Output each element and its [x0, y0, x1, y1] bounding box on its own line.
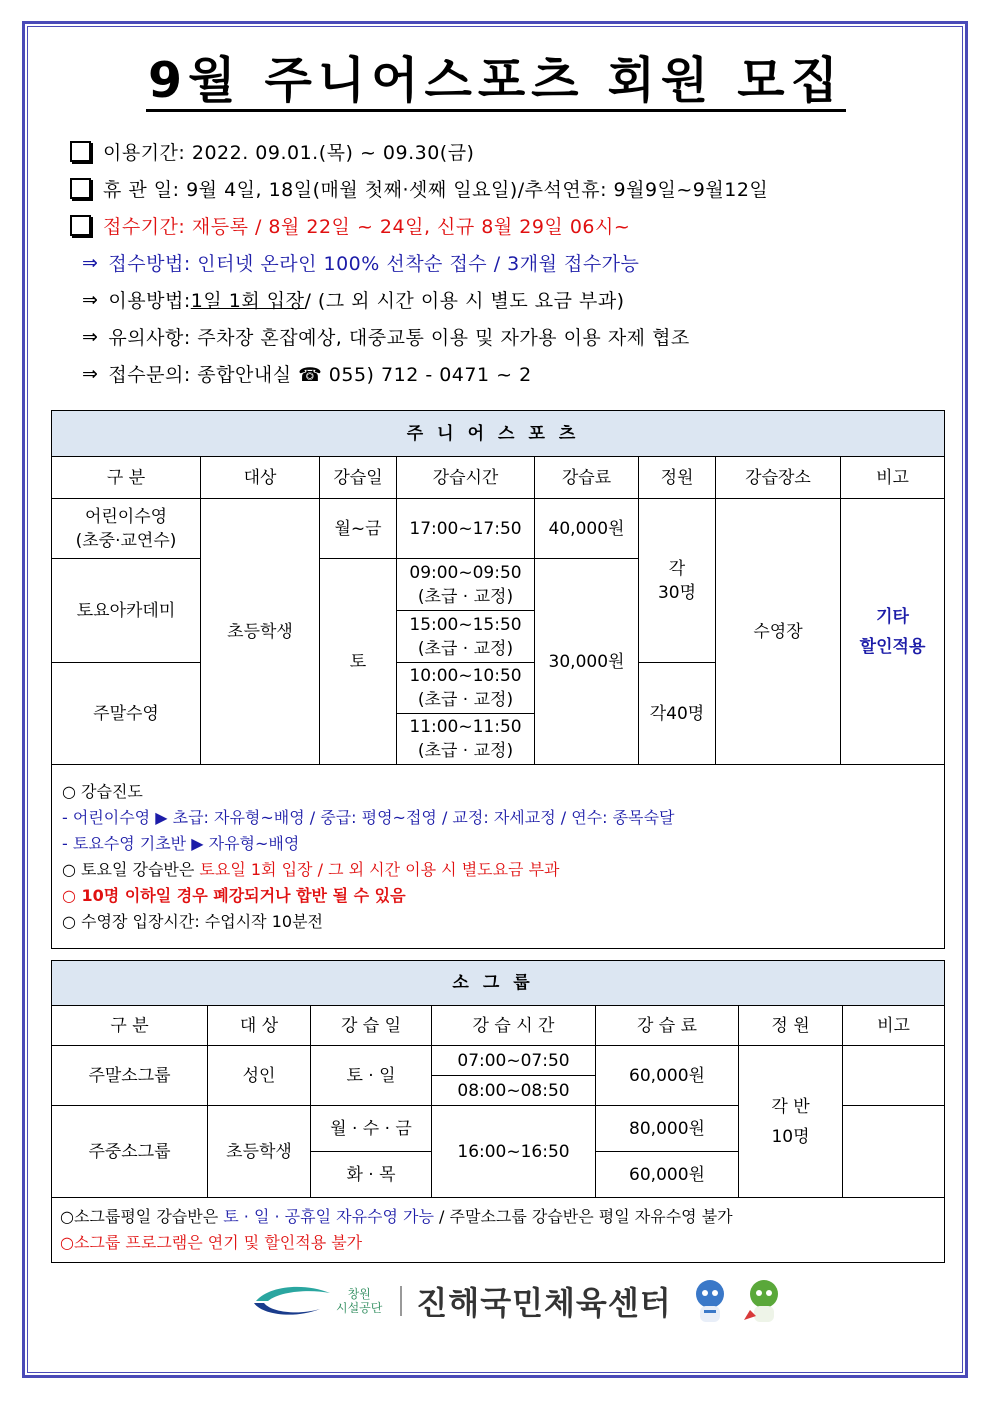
program-saturday-academy: 토요아카데미	[52, 559, 201, 663]
info-usage: ⇒ 이용방법: 1일 1회 입장 / (그 외 시간 이용 시 별도 요금 부과)	[82, 288, 625, 312]
weekday-group-fee-tt: 60,000원	[596, 1152, 739, 1198]
col-header: 강습시간	[397, 457, 535, 499]
mascot-green-icon	[740, 1276, 788, 1326]
program-weekend-swim: 주말수영	[52, 663, 201, 765]
note-weekday-free-swim: ○소그룹평일 강습반은 토 · 일 · 공휴일 자유수영 가능 / 주말소그룹 강습반은 평일 자유수영 불가	[60, 1207, 733, 1226]
info-caution: ⇒ 유의사항: 주차장 혼잡예상, 대중교통 이용 및 자가용 이용 자제 협조	[82, 325, 690, 349]
weekday-group-days-mwf: 월 · 수 · 금	[311, 1106, 432, 1152]
small-group-capacity: 각 반 10명	[739, 1046, 843, 1198]
note-progress-title: ○ 강습진도	[62, 782, 143, 801]
org-name: 창원 시설공단	[336, 1287, 383, 1315]
col-header: 강 습 일	[311, 1006, 432, 1046]
fee-saturday: 30,000원	[535, 559, 639, 765]
center-name: 진해국민체육센터	[416, 1284, 672, 1322]
note-no-discount: ○소그룹 프로그램은 연기 및 할인적용 불가	[60, 1233, 363, 1252]
weekend-group-days: 토 · 일	[311, 1046, 432, 1106]
note-entry-time: ○ 수영장 입장시간: 수업시작 10분전	[62, 912, 323, 931]
weekend-group-target: 성인	[208, 1046, 311, 1106]
weekend-group-fee: 60,000원	[596, 1046, 739, 1106]
col-header: 정 원	[739, 1006, 843, 1046]
junior-heading: 주니어스포츠	[52, 411, 945, 457]
col-header: 강습일	[320, 457, 397, 499]
capacity-30: 각 30명	[639, 499, 716, 663]
days-weekday: 월~금	[320, 499, 397, 559]
small-group-table	[51, 960, 945, 1263]
col-header: 대상	[201, 457, 320, 499]
capacity-40: 각40명	[639, 663, 716, 765]
weekday-group-fee-mwf: 80,000원	[596, 1106, 739, 1152]
time-cell: 17:00~17:50	[397, 499, 535, 559]
col-header: 강습료	[535, 457, 639, 499]
note-kids-progress: - 어린이수영 ▶ 초급: 자유형~배영 / 중급: 평영~접영 / 교정: 자세교정 / 연수: 종목숙달	[62, 808, 675, 827]
program-kids-swim: 어린이수영 (초중·교연수)	[52, 499, 201, 559]
info-closed: 휴 관 일: 9월 4일, 18일(매월 첫째·셋째 일요일)/추석연휴: 9월9일~9월12일	[70, 170, 950, 207]
time-cell: 07:00~07:50	[432, 1046, 596, 1076]
col-header: 구 분	[52, 1006, 208, 1046]
col-header: 강습장소	[716, 457, 841, 499]
info-reception: 접수기간: 재등록 / 8월 22일 ~ 24일, 신규 8월 29일 06시~	[70, 207, 950, 244]
place-cell: 수영장	[716, 499, 841, 765]
divider	[400, 1286, 402, 1316]
col-header: 강 습 료	[596, 1006, 739, 1046]
col-header: 대 상	[208, 1006, 311, 1046]
checkbox-icon	[70, 215, 91, 236]
checkbox-icon	[70, 141, 91, 162]
info-inquiry: ⇒ 접수문의: 종합안내실 ☎ 055) 712 - 0471 ~ 2	[82, 362, 532, 386]
info-method: ⇒ 접수방법: 인터넷 온라인 100% 선착순 접수 / 3개월 접수가능	[82, 251, 640, 275]
mascot-blue-icon	[686, 1276, 734, 1326]
col-header: 구 분	[52, 457, 201, 499]
info-section	[70, 133, 950, 392]
junior-sports-table	[51, 410, 945, 949]
small-group-notes	[52, 1198, 945, 1263]
junior-notes	[52, 765, 945, 949]
weekday-group-name: 주중소그룹	[52, 1106, 208, 1198]
weekend-group-name: 주말소그룹	[52, 1046, 208, 1106]
time-cell: 15:00~15:50 (초급 · 교정)	[397, 611, 535, 663]
small-group-heading: 소그룹	[52, 961, 945, 1006]
days-saturday: 토	[320, 559, 397, 765]
remark-cell: 기타 할인적용	[841, 499, 945, 765]
note-cancellation: ○ 10명 이하일 경우 폐강되거나 합반 될 수 있음	[62, 886, 406, 905]
col-header: 정원	[639, 457, 716, 499]
col-header: 비고	[843, 1006, 945, 1046]
col-header: 비고	[841, 457, 945, 499]
weekday-group-days-tt: 화 · 목	[311, 1152, 432, 1198]
weekday-group-time: 16:00~16:50	[432, 1106, 596, 1198]
time-cell: 09:00~09:50 (초급 · 교정)	[397, 559, 535, 611]
fee-weekday: 40,000원	[535, 499, 639, 559]
page-title: 9월 주니어스포츠 회원 모집	[0, 52, 992, 110]
target-cell: 초등학생	[201, 499, 320, 765]
info-period: 이용기간: 2022. 09.01.(목) ~ 09.30(금)	[70, 133, 950, 170]
changwon-facility-logo-icon	[250, 1279, 340, 1323]
note-saturday-entry: ○ 토요일 강습반은 토요일 1회 입장 / 그 외 시간 이용 시 별도요금 부과	[62, 860, 560, 879]
footer-logos	[250, 1275, 810, 1327]
note-saturday-progress: - 토요수영 기초반 ▶ 자유형~배영	[62, 834, 300, 853]
col-header: 강 습 시 간	[432, 1006, 596, 1046]
time-cell: 08:00~08:50	[432, 1076, 596, 1106]
time-cell: 10:00~10:50 (초급 · 교정)	[397, 663, 535, 714]
remark-cell	[843, 1106, 945, 1198]
weekday-group-target: 초등학생	[208, 1106, 311, 1198]
remark-cell	[843, 1046, 945, 1106]
checkbox-icon	[70, 178, 91, 199]
time-cell: 11:00~11:50 (초급 · 교정)	[397, 714, 535, 765]
